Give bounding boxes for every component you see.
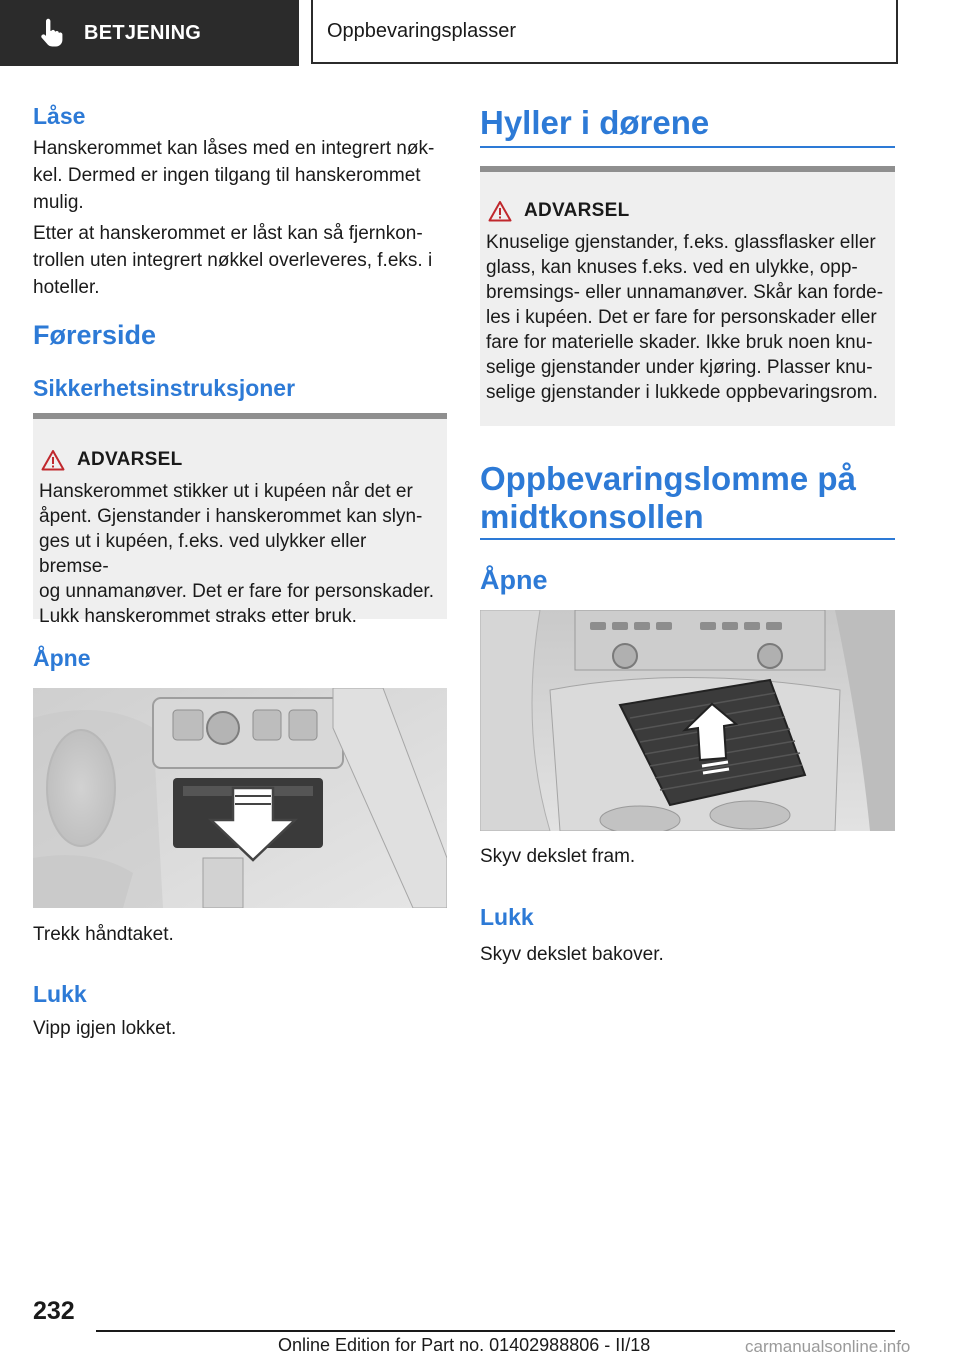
section-title: BETJENING <box>84 21 202 44</box>
warning-box-right <box>480 166 895 426</box>
text-line: Knuselige gjenstander, f.eks. glassflasker eller <box>486 232 876 253</box>
oppbevaring-heading <box>480 460 856 536</box>
lase-paragraph-2 <box>33 220 447 301</box>
warning-text <box>486 230 885 405</box>
text-line: Lukk hanskerommet straks etter bruk. <box>39 606 357 627</box>
text-line: les i kupéen. Det er fare for personskader eller <box>486 307 877 328</box>
apne-caption-left: Trekk håndtaket. <box>33 924 174 945</box>
text-line: Hanskerommet kan låses med en integrert nøk- <box>33 138 435 159</box>
page-number: 232 <box>33 1297 75 1325</box>
console-illustration <box>480 610 895 831</box>
warning-triangle-icon <box>488 200 512 222</box>
lukk-heading-right: Lukk <box>480 904 534 930</box>
chapter-tab <box>311 0 898 64</box>
heading-rule <box>480 146 895 148</box>
text-line: trollen uten integrert nøkkel overleveres, f.eks. i <box>33 250 433 271</box>
glovebox-illustration <box>33 688 447 908</box>
edition-text: Online Edition for Part no. 01402988806 - II/18 <box>278 1335 651 1355</box>
text-line: ges ut i kupéen, f.eks. ved ulykker eller bremse- <box>39 531 367 577</box>
section-tab <box>0 0 299 66</box>
lase-paragraph-1 <box>33 135 447 216</box>
text-line: mulig. <box>33 192 84 213</box>
forerside-heading: Førerside <box>33 320 157 350</box>
warning-triangle-icon <box>41 449 65 471</box>
footer-rule <box>96 1330 895 1332</box>
warning-title: ADVARSEL <box>524 200 630 221</box>
text-line: bremsings- eller unnamanøver. Skår kan forde- <box>486 282 884 303</box>
apne-heading-left: Åpne <box>33 645 91 671</box>
warning-text <box>39 479 437 629</box>
heading-line: Oppbevaringslomme på <box>480 460 856 497</box>
chapter-title: Oppbevaringsplasser <box>327 19 516 42</box>
watermark: carmanualsonline.info <box>745 1337 911 1356</box>
text-line: glass, kan knuses f.eks. ved en ulykke, opp- <box>486 257 858 278</box>
text-line: Hanskerommet stikker ut i kupéen når det er <box>39 481 413 502</box>
heading-rule <box>480 538 895 540</box>
apne-caption-right: Skyv dekslet fram. <box>480 846 636 867</box>
lukk-heading-left: Lukk <box>33 981 87 1007</box>
text-line: fare for materielle skader. Ikke bruk noen knu- <box>486 332 873 353</box>
console-photo <box>480 610 895 831</box>
heading-line: midtkonsollen <box>480 498 704 535</box>
hyller-heading: Hyller i dørene <box>480 104 710 141</box>
pointing-hand-icon <box>36 18 66 48</box>
text-line: selige gjenstander i lukkede oppbevaringsrom. <box>486 382 878 403</box>
text-line: Etter at hanskerommet er låst kan så fjernkon- <box>33 223 423 244</box>
text-line: hoteller. <box>33 277 100 298</box>
text-line: og unnamanøver. Det er fare for personskader. <box>39 581 434 602</box>
text-line: kel. Dermed er ingen tilgang til hanskerommet <box>33 165 421 186</box>
text-line: åpent. Gjenstander i hanskerommet kan slyn- <box>39 506 423 527</box>
lase-heading: Låse <box>33 103 86 129</box>
text-line: selige gjenstander under kjøring. Plasser knu- <box>486 357 873 378</box>
lukk-text-left: Vipp igjen lokket. <box>33 1018 177 1039</box>
lukk-text-right: Skyv dekslet bakover. <box>480 944 664 965</box>
glovebox-photo <box>33 688 447 908</box>
sikkerhet-heading: Sikkerhetsinstruksjoner <box>33 375 296 401</box>
apne-heading-right: Åpne <box>480 565 548 595</box>
warning-box <box>33 413 447 627</box>
warning-title: ADVARSEL <box>77 449 183 470</box>
